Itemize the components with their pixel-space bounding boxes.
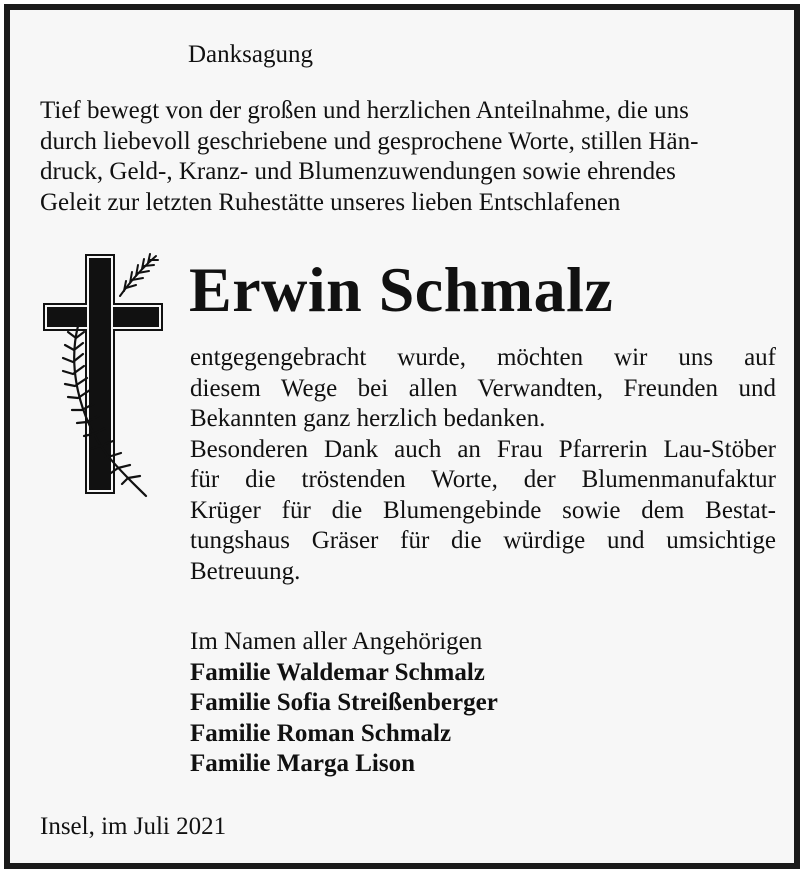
notice-heading: Danksagung — [188, 41, 313, 68]
body-line: tungshaus Gräser für die würdige und umsichtige — [190, 527, 776, 554]
deceased-name: Erwin Schmalz — [189, 254, 614, 325]
family-name: Familie Sofia Streißenberger — [190, 689, 498, 716]
intro-paragraph — [40, 96, 780, 218]
body-line: entgegengebracht wurde, möchten wir uns auf — [190, 344, 776, 371]
body-line: Bekannten ganz herzlich bedanken. — [190, 405, 546, 432]
body-line: diesem Wege bei allen Verwandten, Freunden und — [190, 374, 776, 402]
body-line: Besonderen Dank auch an Frau Pfarrerin Lau-Stöber — [190, 435, 776, 463]
thanks-paragraph — [190, 343, 776, 587]
body-line: für die tröstenden Worte, der Blumenmanufaktur — [190, 466, 776, 493]
place-and-date: Insel, im Juli 2021 — [40, 813, 227, 840]
body-line: Krüger für die Blumengebinde sowie dem Bestat- — [190, 496, 776, 524]
family-name: Familie Marga Lison — [190, 750, 415, 777]
cross-with-palm-branch-icon — [38, 246, 168, 506]
signoff-block — [190, 627, 498, 780]
family-name: Familie Roman Schmalz — [190, 719, 452, 747]
intro-line: druck, Geld-, Kranz- und Blumenzuwendungen sowie ehrendes — [40, 158, 676, 185]
intro-line: Geleit zur letzten Ruhestätte unseres lieben Entschlafenen — [40, 188, 621, 216]
family-name: Familie Waldemar Schmalz — [190, 658, 485, 686]
body-line: Betreuung. — [190, 557, 301, 585]
intro-line: Tief bewegt von der großen und herzlichen Anteilnahme, die uns — [40, 97, 689, 124]
signoff-intro: Im Namen aller Angehörigen — [190, 628, 483, 655]
intro-line: durch liebevoll geschriebene und gesprochene Worte, stillen Hän- — [40, 127, 699, 155]
obituary-notice — [4, 4, 800, 869]
